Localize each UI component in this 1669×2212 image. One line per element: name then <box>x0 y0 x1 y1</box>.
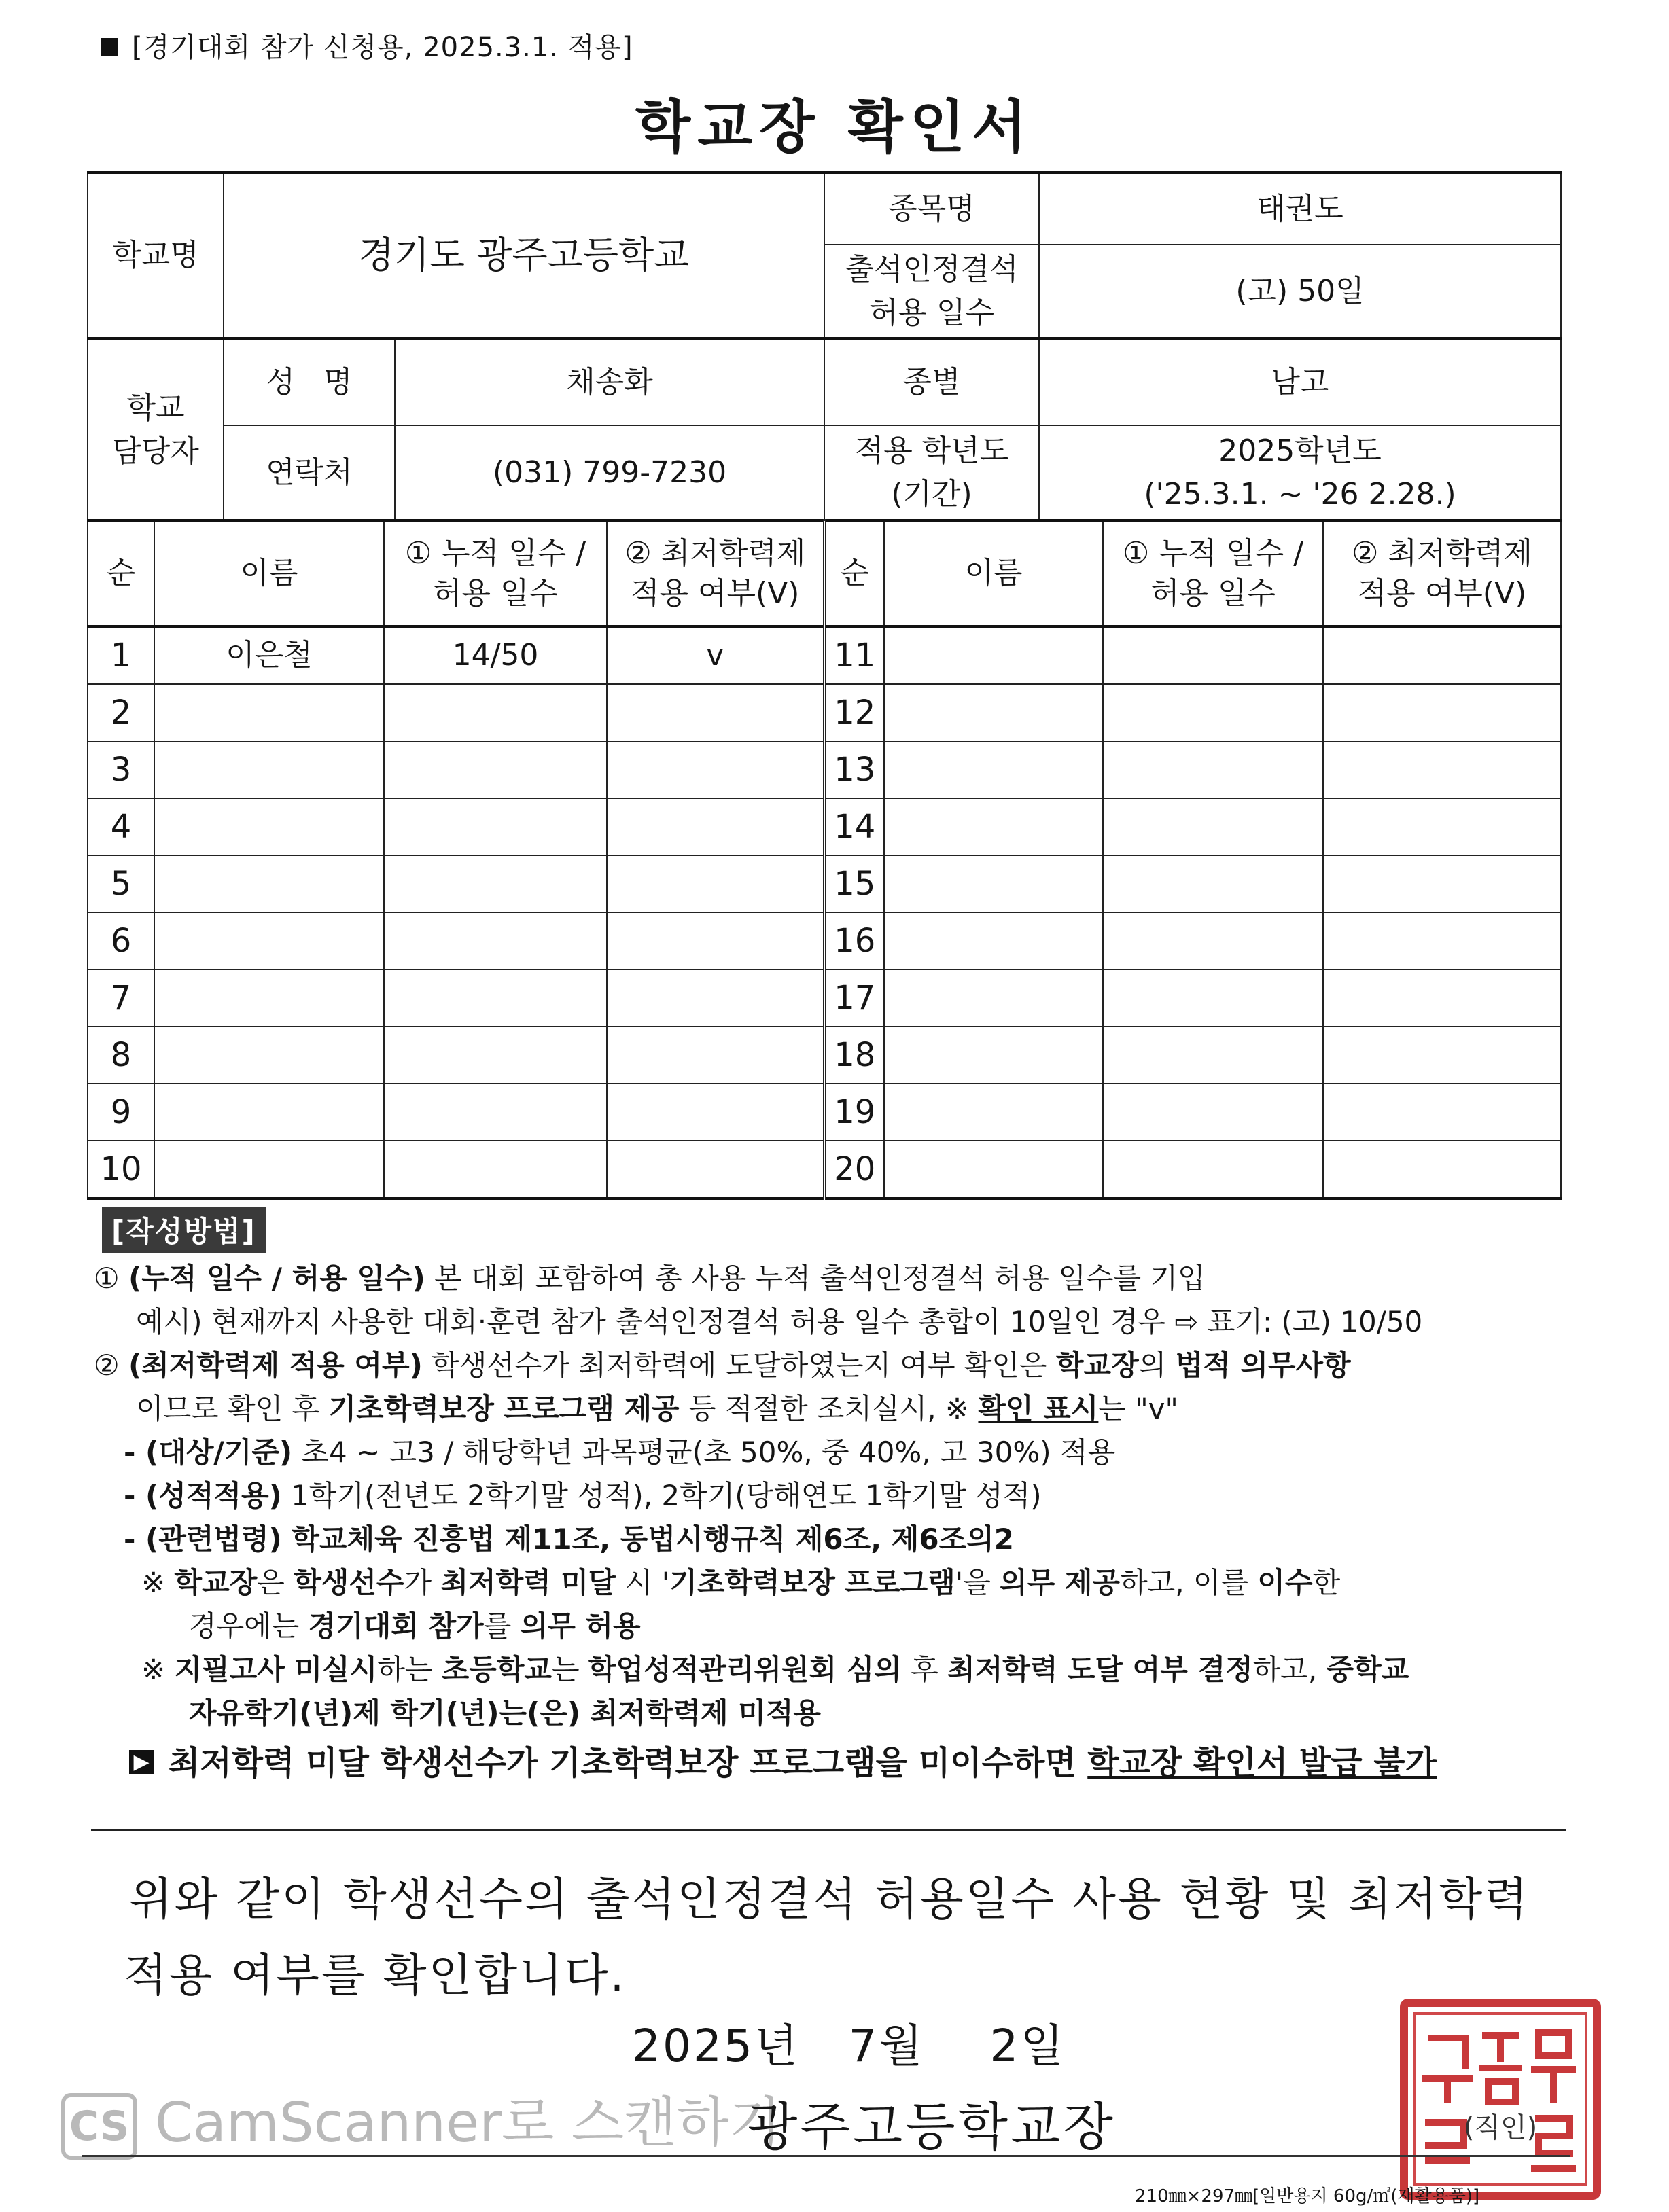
row-name-cell <box>154 1141 384 1198</box>
row-number-cell: 9 <box>88 1084 154 1141</box>
row-number-cell: 17 <box>824 969 884 1027</box>
row-name-cell <box>884 798 1103 855</box>
row-min-grade-cell <box>607 684 824 741</box>
col-days-right: ① 누적 일수 / 허용 일수 <box>1103 520 1323 626</box>
seal-sub-label: (직인) <box>1463 2112 1538 2143</box>
row-min-grade-cell <box>607 969 824 1027</box>
row-days-cell: 14/50 <box>384 626 607 684</box>
col-no-left: 순 <box>88 520 154 626</box>
contact-label: 연락처 <box>224 425 395 520</box>
row-name-cell <box>154 741 384 798</box>
student-table <box>87 519 1562 1200</box>
row-min-grade-cell <box>607 912 824 969</box>
row-min-grade-cell <box>1323 1027 1561 1084</box>
method-heading: [작성방법] <box>102 1207 266 1253</box>
row-name-cell <box>884 626 1103 684</box>
table-row <box>88 1084 1561 1141</box>
camscanner-watermark: CS CamScanner로 스캔하기 <box>61 2079 781 2160</box>
row-min-grade-cell <box>607 1141 824 1198</box>
row-days-cell <box>1103 1141 1323 1198</box>
row-days-cell <box>1103 626 1323 684</box>
row-days-cell <box>1103 741 1323 798</box>
row-number-cell: 18 <box>824 1027 884 1084</box>
row-name-cell <box>884 855 1103 912</box>
row-days-cell <box>384 855 607 912</box>
bullet-grades: - (성적적용) 1학기(전년도 2학기말 성적), 2학기(당해연도 1학기말 성적) <box>124 1479 1042 1512</box>
divider <box>91 1829 1566 1831</box>
table-row <box>88 684 1561 741</box>
row-days-cell <box>1103 912 1323 969</box>
row-number-cell: 3 <box>88 741 154 798</box>
col-name-left: 이름 <box>154 520 384 626</box>
allowed-days-label: 출석인정결석 허용 일수 <box>824 245 1039 338</box>
row-name-cell <box>884 1027 1103 1084</box>
type-label: 종별 <box>824 338 1039 425</box>
row-name-cell <box>884 684 1103 741</box>
row-number-cell: 10 <box>88 1141 154 1198</box>
table-row <box>88 1141 1561 1198</box>
row-min-grade-cell <box>607 1027 824 1084</box>
row-days-cell <box>384 1141 607 1198</box>
row-min-grade-cell <box>1323 626 1561 684</box>
footer-line <box>82 2155 1570 2157</box>
bullet-law: - (관련법령) 학교체육 진흥법 제11조, 동법시행규칙 제6조, 제6조의2 <box>124 1522 1014 1556</box>
row-min-grade-cell <box>1323 855 1561 912</box>
row-name-cell <box>884 969 1103 1027</box>
school-value: 경기도 광주고등학교 <box>224 173 824 338</box>
row-name-cell <box>884 912 1103 969</box>
col-name-right: 이름 <box>884 520 1103 626</box>
note-2: ② (최저학력제 적용 여부) 학생선수가 최저학력에 도달하였는지 여부 확인은 학교장의 법적 의무사항 <box>94 1349 1351 1382</box>
row-number-cell: 14 <box>824 798 884 855</box>
table-row <box>88 798 1561 855</box>
manager-label: 학교 담당자 <box>88 338 224 520</box>
remark-2-line2: 자유학기(년)제 학기(년)는(은) 최저학력제 미적용 <box>189 1696 821 1730</box>
table-row <box>88 626 1561 684</box>
row-number-cell: 8 <box>88 1027 154 1084</box>
row-number-cell: 4 <box>88 798 154 855</box>
issue-date: 2025년 7월 2일 <box>632 2020 1066 2072</box>
sport-value: 태권도 <box>1039 173 1561 245</box>
arrow-box-icon: ▶ <box>129 1750 154 1774</box>
row-min-grade-cell <box>1323 798 1561 855</box>
paper-spec: 210㎜×297㎜[일반용지 60g/㎡(재활용품)] <box>1135 2186 1480 2207</box>
row-days-cell <box>1103 1084 1323 1141</box>
row-name-cell <box>154 969 384 1027</box>
col-min-left: ② 최저학력제 적용 여부(V) <box>607 520 824 626</box>
row-min-grade-cell: v <box>607 626 824 684</box>
row-name-cell <box>154 912 384 969</box>
row-min-grade-cell <box>607 855 824 912</box>
row-days-cell <box>384 741 607 798</box>
row-days-cell <box>1103 798 1323 855</box>
student-rows <box>88 626 1561 1198</box>
row-name-cell <box>154 1084 384 1141</box>
row-name-cell <box>154 1027 384 1084</box>
instructions <box>94 1257 1582 1735</box>
row-days-cell <box>1103 855 1323 912</box>
col-min-right: ② 최저학력제 적용 여부(V) <box>1323 520 1561 626</box>
row-days-cell <box>384 1084 607 1141</box>
table-row <box>88 912 1561 969</box>
remark-1: ※ 학교장은 학생선수가 최저학력 미달 시 '기초학력보장 프로그램'을 의무 제공하고, 이를 이수한 <box>141 1566 1341 1599</box>
remark-2: ※ 지필고사 미실시하는 초등학교는 학업성적관리위원회 심의 후 최저학력 도달 여부 결정하고, 중학교 <box>141 1653 1409 1686</box>
sport-label: 종목명 <box>824 173 1039 245</box>
row-name-cell <box>154 855 384 912</box>
row-days-cell <box>1103 684 1323 741</box>
row-name-cell <box>884 1141 1103 1198</box>
year-value: 2025학년도 ('25.3.1. ~ '26 2.28.) <box>1039 425 1561 520</box>
table-row <box>88 855 1561 912</box>
row-number-cell: 13 <box>824 741 884 798</box>
row-number-cell: 7 <box>88 969 154 1027</box>
row-number-cell: 6 <box>88 912 154 969</box>
square-bullet-icon <box>101 38 118 56</box>
row-number-cell: 16 <box>824 912 884 969</box>
row-number-cell: 1 <box>88 626 154 684</box>
allowed-days-value: (고) 50일 <box>1039 245 1561 338</box>
info-table <box>87 171 1562 521</box>
remark-1-line2: 경우에는 경기대회 참가를 의무 허용 <box>189 1609 641 1643</box>
row-number-cell: 19 <box>824 1084 884 1141</box>
col-no-right: 순 <box>824 520 884 626</box>
contact-value: (031) 799-7230 <box>395 425 824 520</box>
row-name-cell: 이은철 <box>154 626 384 684</box>
row-days-cell <box>384 798 607 855</box>
row-days-cell <box>384 969 607 1027</box>
official-seal <box>1399 1997 1602 2201</box>
table-row <box>88 1027 1561 1084</box>
row-name-cell <box>884 741 1103 798</box>
row-number-cell: 5 <box>88 855 154 912</box>
final-warning: ▶ 최저학력 미달 학생선수가 기초학력보장 프로그램을 미이수하면 학교장 확인서 발급 불가 <box>129 1736 1437 1783</box>
row-days-cell <box>1103 969 1323 1027</box>
year-label: 적용 학년도 (기간) <box>824 425 1039 520</box>
row-min-grade-cell <box>1323 684 1561 741</box>
row-name-cell <box>154 798 384 855</box>
confirmation-text: 위와 같이 학생선수의 출석인정결석 허용일수 사용 현황 및 최저학력 적용 여부를 확인합니다. <box>124 1873 1530 2001</box>
row-min-grade-cell <box>1323 741 1561 798</box>
row-min-grade-cell <box>607 798 824 855</box>
row-days-cell <box>384 912 607 969</box>
row-days-cell <box>384 1027 607 1084</box>
principal-name: 광주고등학교장 <box>748 2097 1116 2157</box>
row-days-cell <box>1103 1027 1323 1084</box>
bullet-target: - (대상/기준) 초4 ~ 고3 / 해당학년 과목평균(초 50%, 중 40%, 고 30%) 적용 <box>124 1435 1116 1469</box>
row-min-grade-cell <box>1323 1084 1561 1141</box>
table-row <box>88 969 1561 1027</box>
row-min-grade-cell <box>1323 912 1561 969</box>
row-name-cell <box>154 684 384 741</box>
note-1-example: 예시) 현재까지 사용한 대회·훈련 참가 출석인정결석 허용 일수 총합이 10일인 경우 ⇨ 표기: (고) 10/50 <box>136 1305 1423 1338</box>
row-number-cell: 12 <box>824 684 884 741</box>
row-number-cell: 2 <box>88 684 154 741</box>
col-days-left: ① 누적 일수 / 허용 일수 <box>384 520 607 626</box>
row-name-cell <box>884 1084 1103 1141</box>
page-title: 학교장 확인서 <box>635 94 1034 160</box>
row-min-grade-cell <box>607 741 824 798</box>
header-note: [경기대회 참가 신청용, 2025.3.1. 적용] <box>101 26 633 65</box>
school-label: 학교명 <box>88 173 224 338</box>
row-days-cell <box>384 684 607 741</box>
row-min-grade-cell <box>607 1084 824 1141</box>
camscanner-logo-icon: CS <box>61 2093 137 2160</box>
row-number-cell: 15 <box>824 855 884 912</box>
name-label: 성 명 <box>224 338 395 425</box>
type-value: 남고 <box>1039 338 1561 425</box>
row-number-cell: 20 <box>824 1141 884 1198</box>
note-1: ① (누적 일수 / 허용 일수) 본 대회 포함하여 총 사용 누적 출석인정결석 허용 일수를 기입 <box>94 1262 1206 1295</box>
row-number-cell: 11 <box>824 626 884 684</box>
row-min-grade-cell <box>1323 1141 1561 1198</box>
name-value: 채송화 <box>395 338 824 425</box>
note-2-line2: 이므로 확인 후 기초학력보장 프로그램 제공 등 적절한 조치실시, ※ 확인 표시는 "v" <box>136 1392 1178 1425</box>
row-min-grade-cell <box>1323 969 1561 1027</box>
table-row <box>88 741 1561 798</box>
